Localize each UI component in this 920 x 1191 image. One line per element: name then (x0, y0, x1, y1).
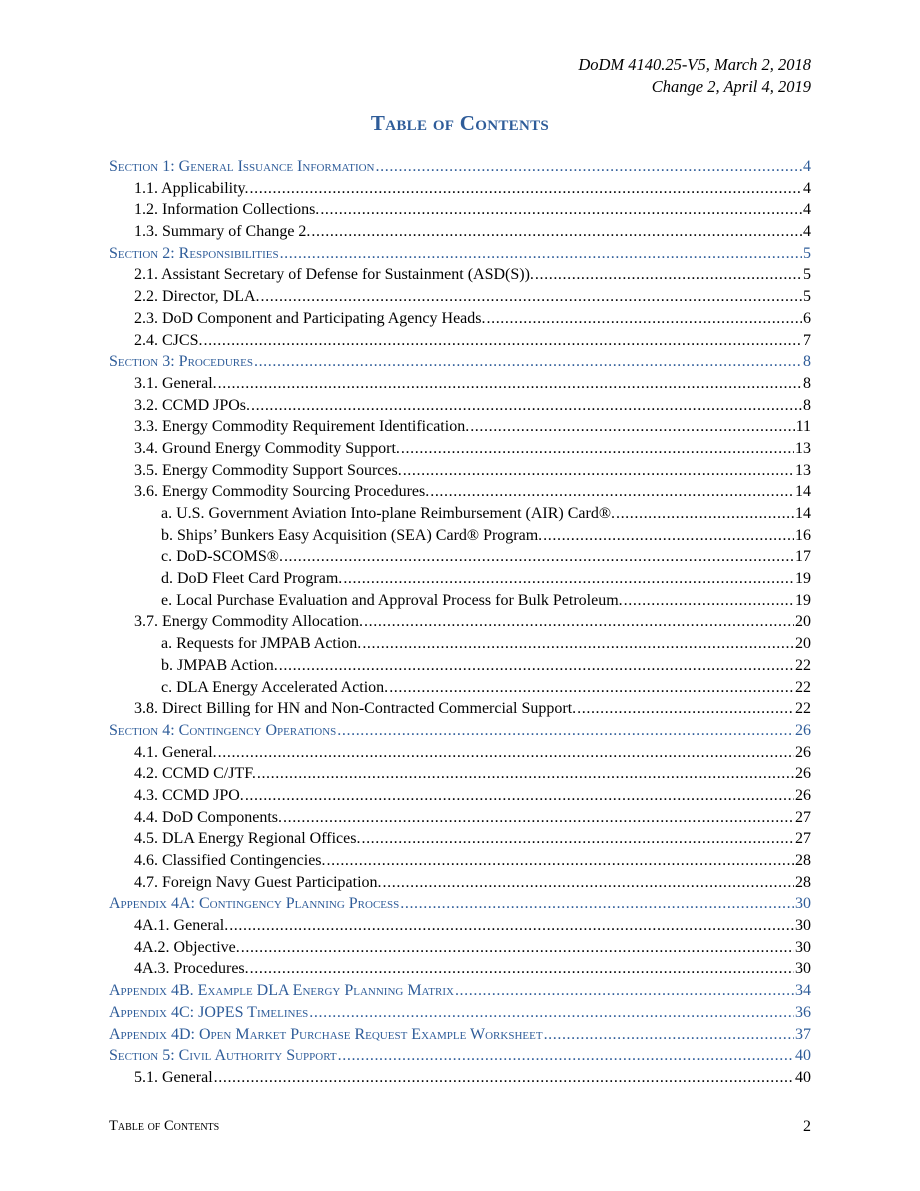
dot-leader (279, 655, 794, 677)
toc-page-number: 22 (795, 656, 811, 674)
toc-entry-title: 4.7. Foreign Navy Guest Participation. (134, 873, 382, 891)
dot-leader (320, 199, 802, 221)
toc-entry-title: 2.2. Director, DLA. (134, 288, 260, 306)
toc-section-link[interactable] (109, 351, 811, 373)
dot-leader (535, 264, 802, 286)
toc-entry-title: 4.1. General. (134, 743, 217, 761)
toc-entry-title: e. Local Purchase Evaluation and Approval Process for Bulk Petroleum. (161, 591, 623, 609)
header-change: Change 2, April 4, 2019 (651, 77, 811, 96)
toc-section-link[interactable] (109, 1045, 811, 1067)
toc-entry-link[interactable] (109, 373, 811, 395)
toc-page-number: 28 (795, 852, 811, 869)
toc-entry-link[interactable] (109, 850, 811, 872)
toc-entry-title: 1.3. Summary of Change 2. (134, 223, 311, 241)
toc-entry-link[interactable] (109, 590, 811, 612)
toc-entry-title: 3.8. Direct Billing for HN and Non-Contracted Commercial Support. (134, 700, 577, 718)
toc-entry-link[interactable] (109, 698, 811, 720)
dot-leader (543, 525, 794, 547)
toc-entry-link[interactable] (109, 828, 811, 850)
dot-leader (430, 481, 794, 503)
toc-page-number: 34 (795, 982, 811, 1000)
dot-leader (261, 286, 802, 308)
dot-leader (544, 1024, 794, 1046)
toc-entry-link[interactable] (109, 460, 811, 482)
toc-entry-link[interactable] (109, 525, 811, 547)
dot-leader (624, 590, 794, 612)
document-header (578, 54, 811, 98)
footer-page-number: 2 (803, 1118, 811, 1135)
dot-leader (245, 785, 794, 807)
toc-entry-link[interactable] (109, 330, 811, 352)
toc-entry-link[interactable] (109, 742, 811, 764)
toc-entry-title: Appendix 4A: Contingency Planning Process (109, 895, 400, 913)
toc-entry-title: 4A.1. General. (134, 917, 229, 935)
toc-page-number: 4 (803, 223, 811, 241)
toc-entry-link[interactable] (109, 546, 811, 568)
toc-entry-title: 3.6. Energy Commodity Sourcing Procedures. (134, 483, 430, 501)
toc-entry-title: 3.3. Energy Commodity Requirement Identification. (134, 418, 470, 436)
dot-leader (283, 807, 794, 829)
dot-leader (309, 1002, 794, 1024)
toc-page-number: 7 (803, 331, 811, 349)
toc-page-number: 40 (795, 1047, 811, 1065)
toc-section-link[interactable] (109, 980, 811, 1002)
dot-leader (311, 221, 802, 243)
toc-page-number: 17 (795, 548, 811, 566)
toc-page-number: 4 (803, 158, 811, 175)
dot-leader (251, 395, 802, 417)
dot-leader (376, 156, 802, 178)
toc-entry-link[interactable] (109, 958, 811, 980)
toc-page-number: 14 (795, 483, 811, 501)
toc-entry-title: Appendix 4C: JOPES Timelines (109, 1003, 309, 1021)
toc-entry-title: Section 3: Procedures (109, 353, 253, 371)
dot-leader (214, 1067, 794, 1089)
toc-entry-link[interactable] (109, 308, 811, 330)
toc-page-number: 13 (795, 461, 811, 479)
toc-entry-link[interactable] (109, 1067, 811, 1089)
toc-page-number: 40 (795, 1068, 811, 1086)
dot-leader (229, 915, 794, 937)
toc-page-number: 5 (803, 266, 811, 284)
toc-entry-link[interactable] (109, 395, 811, 417)
toc-page-number: 5 (803, 288, 811, 306)
toc-entry-title: c. DLA Energy Accelerated Action. (161, 678, 389, 696)
toc-entry-title: 3.4. Ground Energy Commodity Support. (134, 439, 400, 457)
toc-entry-title: 1.2. Information Collections. (134, 201, 320, 219)
toc-entry-title: 4.3. CCMD JPO. (134, 786, 244, 804)
toc-entry-link[interactable] (109, 677, 811, 699)
toc-page-number: 20 (795, 613, 811, 631)
toc-page-number: 26 (795, 786, 811, 804)
toc-entry-link[interactable] (109, 286, 811, 308)
toc-page-number: 19 (795, 591, 811, 609)
toc-entry-link[interactable] (109, 807, 811, 829)
toc-page-number: 22 (795, 700, 811, 718)
toc-page-number: 26 (795, 721, 811, 739)
toc-page-number: 16 (795, 526, 811, 544)
toc-page-number: 26 (795, 765, 811, 783)
toc-entry-link[interactable] (109, 872, 811, 894)
toc-entry-title: a. Requests for JMPAB Action. (161, 635, 362, 653)
dot-leader (616, 503, 794, 525)
header-doc-id: DoDM 4140.25-V5, March 2, 2018 (578, 55, 811, 74)
toc-entry-title: 4.2. CCMD C/JTF. (134, 765, 256, 783)
toc-page-number: 30 (795, 917, 811, 935)
dot-leader (257, 763, 794, 785)
footer-label: Table of Contents (109, 1118, 220, 1134)
toc-page-number: 30 (795, 895, 811, 913)
toc-page-number: 36 (795, 1003, 811, 1021)
toc-entry-title: c. DoD-SCOMS®. (161, 548, 283, 566)
dot-leader (383, 872, 794, 894)
toc-entry-link[interactable] (109, 481, 811, 503)
toc-entry-title: 2.4. CJCS. (134, 331, 203, 349)
toc-entry-title: a. U.S. Government Aviation Into-plane Reimbursement (AIR) Card®. (161, 505, 615, 522)
dot-leader (250, 178, 802, 200)
dot-leader (400, 893, 794, 915)
toc-page-number: 27 (795, 830, 811, 848)
toc-entry-title: Section 2: Responsibilities (109, 244, 279, 262)
toc-page-number: 8 (803, 374, 811, 392)
dot-leader (361, 828, 794, 850)
toc-entry-link[interactable] (109, 655, 811, 677)
toc-entry-link[interactable] (109, 264, 811, 286)
dot-leader (337, 720, 794, 742)
toc-entry-link[interactable] (109, 611, 811, 633)
toc-page-number: 20 (795, 635, 811, 653)
toc-page-number: 14 (795, 505, 811, 522)
page-title: Table of Contents (370, 111, 550, 135)
toc-page-number: 26 (795, 743, 811, 761)
toc-page-number: 5 (803, 244, 811, 262)
toc-section-link[interactable] (109, 893, 811, 915)
toc-entry-link[interactable] (109, 503, 811, 525)
dot-leader (218, 742, 794, 764)
toc-page-number: 6 (803, 309, 811, 327)
toc-page-number: 11 (795, 418, 811, 436)
toc-entry-title: Section 4: Contingency Operations (109, 721, 337, 739)
dot-leader (254, 351, 802, 373)
toc-entry-link[interactable] (109, 438, 811, 460)
toc-entry-link[interactable] (109, 785, 811, 807)
toc-section-link[interactable] (109, 720, 811, 742)
toc-entry-link[interactable] (109, 416, 811, 438)
dot-leader (403, 460, 794, 482)
dot-leader (343, 568, 794, 590)
dot-leader (401, 438, 794, 460)
toc-entry-title: 1.1. Applicability. (134, 179, 249, 197)
dot-leader (470, 416, 794, 438)
toc-page-number: 28 (795, 873, 811, 891)
toc-page-number: 30 (795, 938, 811, 956)
dot-leader (487, 308, 803, 330)
toc-entry-title: d. DoD Fleet Card Program. (161, 570, 343, 588)
toc-page-number: 4 (803, 179, 811, 197)
toc-entry-title: 3.2. CCMD JPOs. (134, 396, 251, 414)
toc-entry-link[interactable] (109, 178, 811, 200)
toc-entry-title: 3.5. Energy Commodity Support Sources. (134, 461, 402, 479)
page-footer (109, 1118, 811, 1136)
toc-entry-title: 4.6. Classified Contingencies. (134, 852, 326, 869)
toc-entry-title: 3.7. Energy Commodity Allocation. (134, 613, 364, 631)
toc-entry-title: 4A.2. Objective. (134, 938, 240, 956)
dot-leader (455, 980, 794, 1002)
toc-page-number: 13 (795, 439, 811, 457)
dot-leader (362, 633, 794, 655)
dot-leader (280, 243, 802, 265)
toc-page-number: 30 (795, 960, 811, 978)
toc-entry-title: 5.1. General (134, 1068, 213, 1086)
dot-leader (389, 677, 794, 699)
toc-page-number: 37 (795, 1025, 811, 1043)
dot-leader (203, 330, 802, 352)
toc-entry-link[interactable] (109, 915, 811, 937)
toc-entry-link[interactable] (109, 199, 811, 221)
dot-leader (284, 546, 794, 568)
toc-page-number: 8 (803, 396, 811, 414)
toc-section-link[interactable] (109, 243, 811, 265)
toc-entry-title: Section 1: General Issuance Information (109, 158, 375, 175)
toc-entry-link[interactable] (109, 568, 811, 590)
toc-entry-title: 4.5. DLA Energy Regional Offices. (134, 830, 361, 848)
toc-entry-link[interactable] (109, 221, 811, 243)
toc-entry-title: Appendix 4B. Example DLA Energy Planning Matrix (109, 982, 454, 1000)
toc-entry-title: b. Ships’ Bunkers Easy Acquisition (SEA) Card® Program. (161, 526, 543, 544)
dot-leader (218, 373, 802, 395)
toc-page-number: 4 (803, 201, 811, 219)
toc-entry-title: 4A.3. Procedures. (134, 960, 249, 978)
dot-leader (364, 611, 794, 633)
toc-page-number: 19 (795, 570, 811, 588)
toc-page-number: 22 (795, 678, 811, 696)
table-of-contents (109, 156, 811, 1089)
dot-leader (577, 698, 794, 720)
toc-section-link[interactable] (109, 1002, 811, 1024)
toc-entry-title: 2.1. Assistant Secretary of Defense for Sustainment (ASD(S)). (134, 266, 534, 284)
toc-entry-link[interactable] (109, 763, 811, 785)
toc-page-number: 8 (803, 353, 811, 371)
dot-leader (250, 958, 794, 980)
toc-entry-link[interactable] (109, 633, 811, 655)
toc-entry-title: 4.4. DoD Components. (134, 808, 282, 826)
toc-entry-link[interactable] (109, 937, 811, 959)
dot-leader (327, 850, 794, 872)
toc-entry-title: 2.3. DoD Component and Participating Agency Heads. (134, 309, 486, 327)
toc-entry-title: b. JMPAB Action. (161, 656, 278, 674)
toc-page-number: 27 (795, 808, 811, 826)
dot-leader (241, 937, 794, 959)
toc-entry-title: Appendix 4D: Open Market Purchase Request Example Worksheet (109, 1025, 543, 1043)
toc-section-link[interactable] (109, 156, 811, 178)
toc-entry-title: 3.1. General. (134, 374, 217, 392)
dot-leader (338, 1045, 794, 1067)
toc-section-link[interactable] (109, 1024, 811, 1046)
toc-entry-title: Section 5: Civil Authority Support (109, 1047, 337, 1065)
